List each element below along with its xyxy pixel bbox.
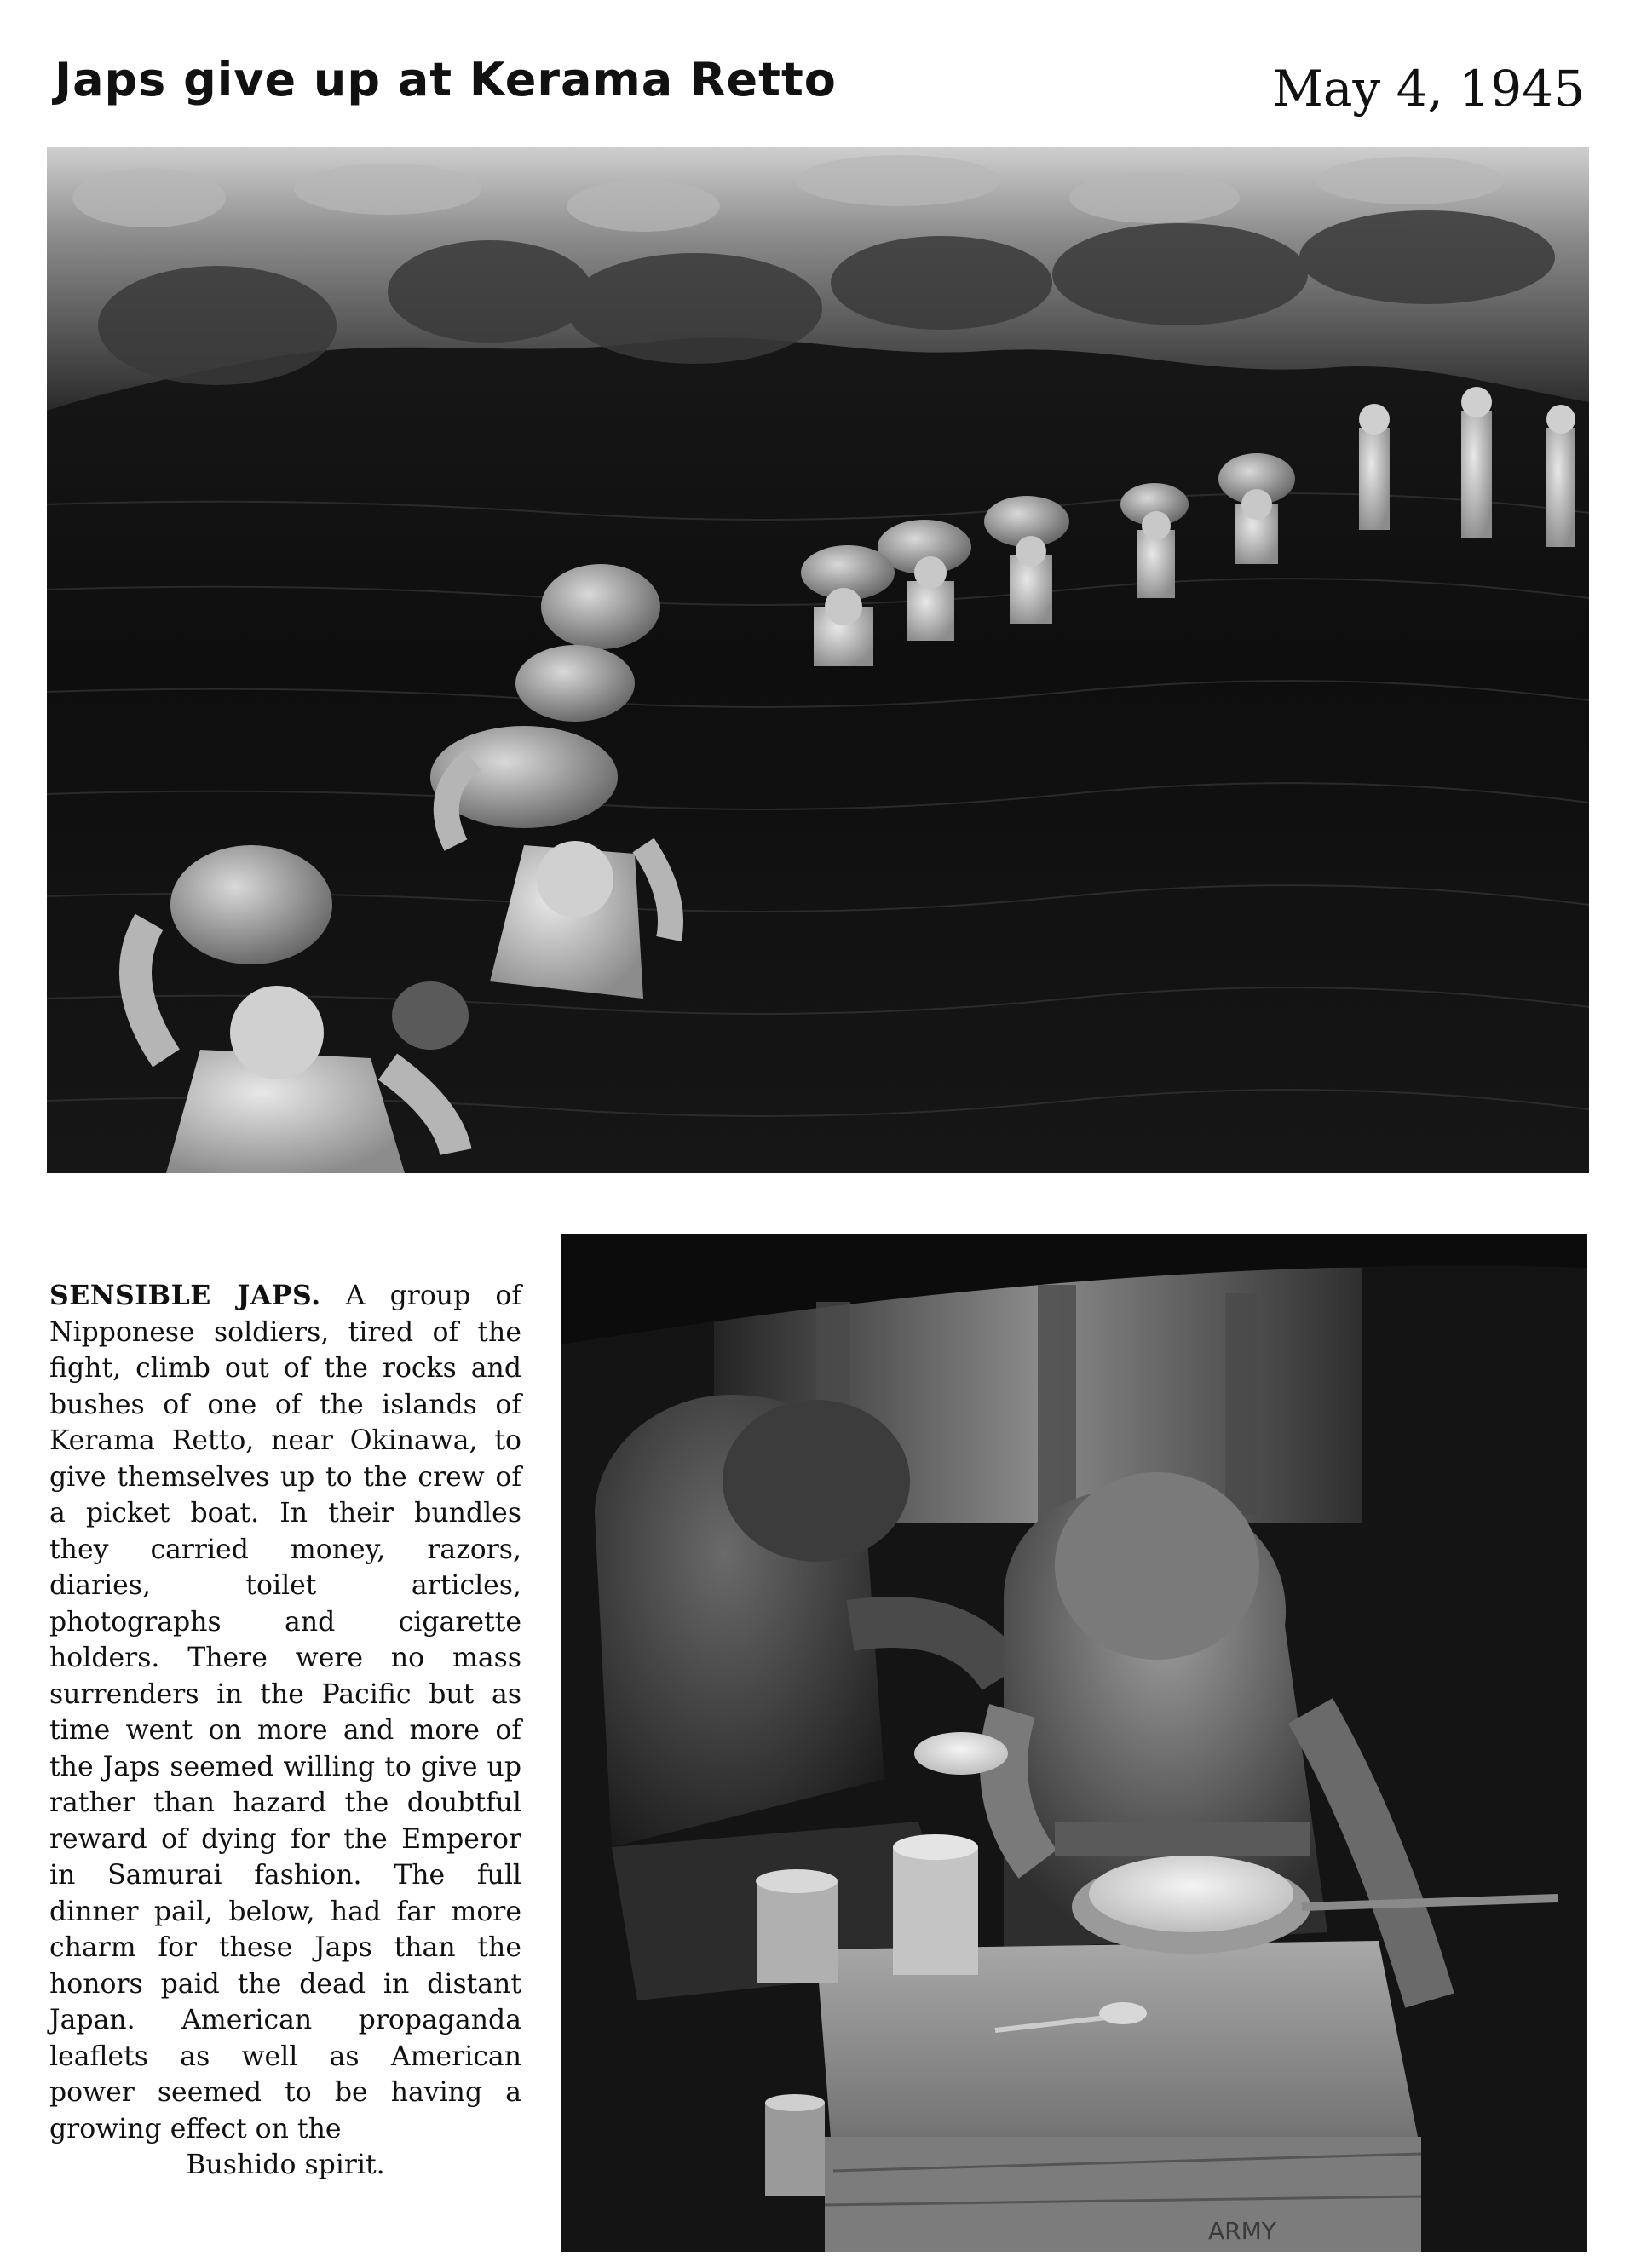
- crate-stencil-text: ARMY: [1208, 2217, 1276, 2245]
- photo-soldiers-eating-image: [561, 1234, 1587, 2252]
- page-headline: Japs give up at Kerama Retto: [55, 53, 837, 106]
- caption-lead: SENSIBLE JAPS.: [49, 1280, 321, 1311]
- photo-soldiers-wading-image: [47, 147, 1589, 1173]
- photo-caption: [49, 1278, 521, 2184]
- photo-soldiers-eating: [561, 1234, 1587, 2252]
- photo-soldiers-wading: [47, 147, 1589, 1173]
- caption-body: A group of Nipponese soldiers, tired of the fight, climb out of the rocks and bushes of one of the islands of Kerama Retto, near Okinawa, to give themselves up to the crew of a picket boat. In their bundles they carried money, razors, diaries, toilet articles, photographs and cigarette holders. There were no mass surrenders in the Pacific but as time went on more and more of the Japs seemed willing to give up rather than hazard the doubtful reward of dying for the Emperor in Samurai fashion. The full dinner pail, below, had far more charm for these Japs than the honors paid the dead in distant Japan. American propaganda leaflets as well as American power seemed to be having a growing effect on the: [49, 1281, 522, 2144]
- caption-last-line: Bushido spirit.: [186, 2150, 385, 2180]
- page-date: May 4, 1945: [1272, 60, 1585, 118]
